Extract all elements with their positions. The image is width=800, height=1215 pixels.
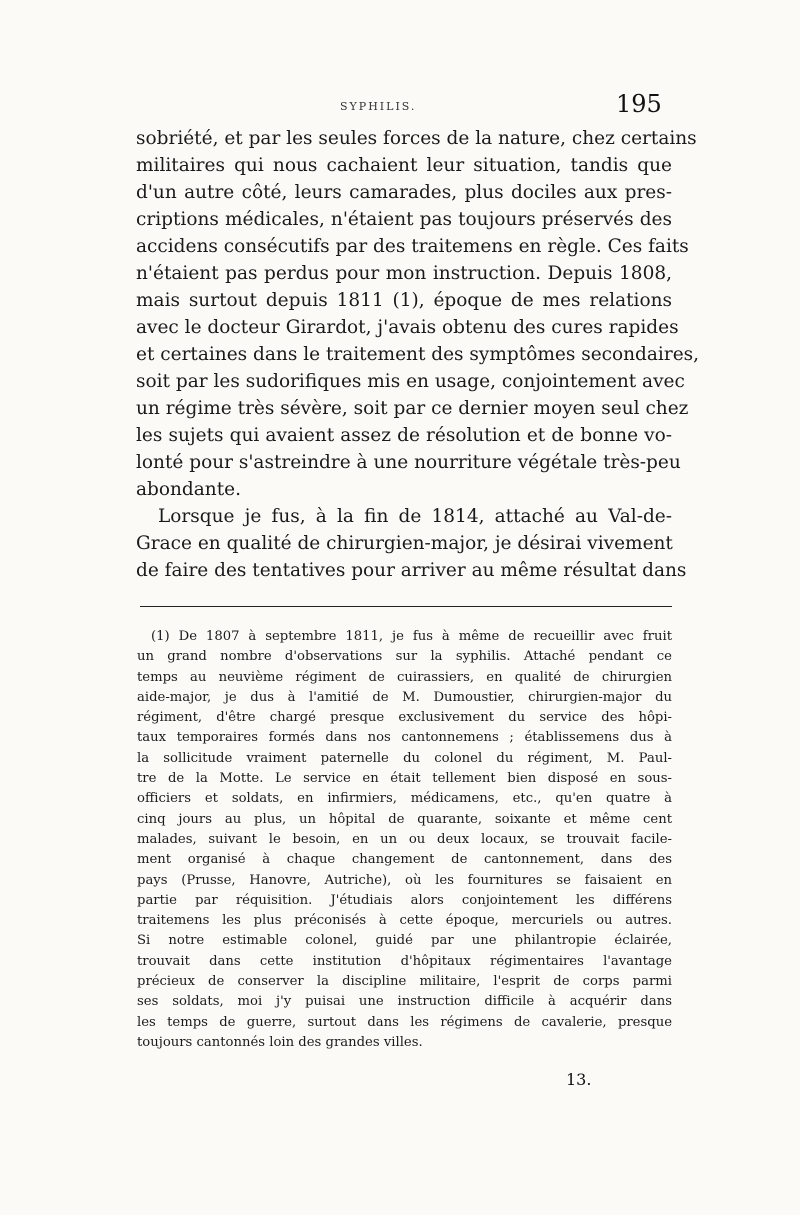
text-line: soit par les sudorifiques mis en usage, conjointement avec: [136, 371, 685, 392]
footnote-line: tre de la Motte. Le service en était tellement bien disposé en sous-: [137, 771, 672, 787]
footnote-line: temps au neuvième régiment de cuirassiers, en qualité de chirurgien: [137, 669, 672, 685]
page-number: 195: [616, 90, 662, 118]
footnote-line: pays (Prusse, Hanovre, Autriche), où les fournitures se faisaient en: [137, 872, 672, 888]
footnote-line: taux temporaires formés dans nos cantonnemens ; établissemens dus à: [137, 730, 672, 746]
text-line: mais surtout depuis 1811 (1), époque de mes relations: [136, 290, 672, 311]
text-line: accidens consécutifs par des traitemens en règle. Ces faits: [136, 236, 689, 257]
text-line: militaires qui nous cachaient leur situation, tandis que: [136, 155, 672, 176]
footnote-line: un grand nombre d'observations sur la syphilis. Attaché pendant ce: [137, 649, 672, 665]
footnote-line: cinq jours au plus, un hôpital de quarante, soixante et même cent: [137, 811, 672, 827]
footnote-line: aide-major, je dus à l'amitié de M. Dumoustier, chirurgien-major du: [137, 689, 672, 705]
footnote-line: Si notre estimable colonel, guidé par une philantropie éclairée,: [137, 933, 672, 949]
footnote-line: la sollicitude vraiment paternelle du colonel du régiment, M. Paul-: [137, 750, 672, 766]
text-line: n'étaient pas perdus pour mon instruction. Depuis 1808,: [136, 263, 672, 284]
text-line: un régime très sévère, soit par ce dernier moyen seul chez: [136, 398, 689, 419]
text-line: criptions médicales, n'étaient pas toujours préservés des: [136, 209, 672, 230]
text-line: d'un autre côté, leurs camarades, plus dociles aux pres-: [136, 182, 672, 203]
text-line: Lorsque je fus, à la fin de 1814, attaché au Val-de-: [158, 506, 672, 527]
footnote-line: (1) De 1807 à septembre 1811, je fus à même de recueillir avec fruit: [151, 629, 672, 644]
text-line: Grace en qualité de chirurgien-major, je désirai vivement: [136, 533, 673, 554]
footnote-line: toujours cantonnés loin des grandes villes.: [137, 1034, 423, 1050]
footnote-line: traitemens les plus préconisés à cette époque, mercuriels ou autres.: [137, 913, 672, 929]
running-title: SYPHILIS.: [340, 100, 417, 113]
text-line: de faire des tentatives pour arriver au même résultat dans: [136, 560, 687, 581]
footnote-rule: [140, 606, 672, 607]
footnote-line: partie par réquisition. J'étudiais alors conjointement les différens: [137, 892, 672, 908]
footnote-line: officiers et soldats, en infirmiers, médicamens, etc., qu'en quatre à: [137, 791, 672, 807]
footnote-line: les temps de guerre, surtout dans les régimens de cavalerie, presque: [137, 1014, 672, 1030]
footnote: [137, 627, 672, 1053]
text-line: sobriété, et par les seules forces de la nature, chez certains: [136, 128, 697, 149]
text-line: avec le docteur Girardot, j'avais obtenu des cures rapides: [136, 317, 679, 338]
footnote-line: malades, suivant le besoin, en un ou deux locaux, se trouvait facile-: [137, 831, 672, 847]
footnote-line: trouvait dans cette institution d'hôpitaux régimentaires l'avantage: [137, 953, 672, 969]
text-line: lonté pour s'astreindre à une nourriture végétale très-peu: [136, 452, 681, 473]
text-line: les sujets qui avaient assez de résolution et de bonne vo-: [136, 425, 672, 446]
footnote-line: précieux de conserver la discipline militaire, l'esprit de corps parmi: [137, 974, 672, 990]
footnote-line: régiment, d'être chargé presque exclusivement du service des hôpi-: [137, 710, 672, 726]
footnote-line: ses soldats, moi j'y puisai une instruction difficile à acquérir dans: [137, 994, 672, 1010]
text-line: et certaines dans le traitement des symptômes secondaires,: [136, 344, 700, 365]
footnote-line: ment organisé à chaque changement de cantonnement, dans des: [137, 852, 672, 868]
text-line: abondante.: [136, 479, 241, 500]
main-text: [136, 125, 700, 584]
signature-mark: 13.: [566, 1070, 592, 1089]
